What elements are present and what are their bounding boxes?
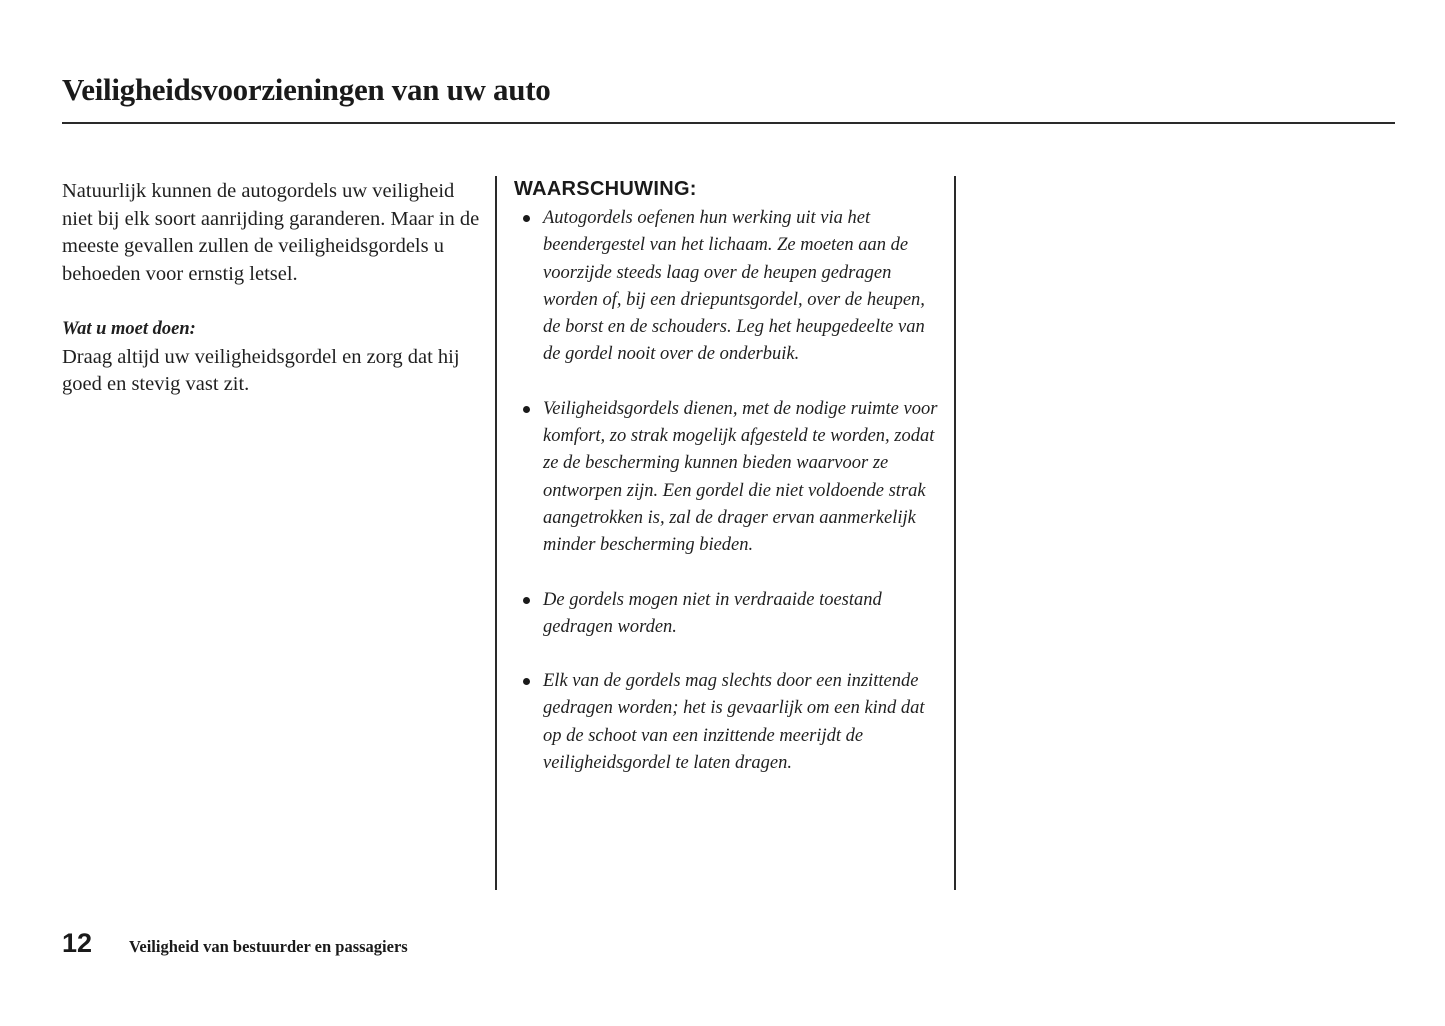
left-column [62,178,482,399]
warning-item-text: Veiligheidsgordels dienen, met de nodige ruimte voor komfort, zo strak mogelijk afgesteld te worden, zodat ze de bescherming kunnen bieden waarvoor ze ontworpen zijn. Een gordel die niet voldoende strak aangetrokken is, zal de drager ervan aanmerkelijk minder bescherming bieden. [543,398,938,556]
warning-item-text: Autogordels oefenen hun werking uit via het beendergestel van het lichaam. Ze moeten aan de voorzijde steeds laag over de heupen gedragen worden of, bij een driepuntsgordel, over de heupen, de borst en de schouders. Leg het heupgedeelte van de gordel nooit over de onderbuik. [543,208,925,365]
title-divider [62,122,1395,124]
warning-item [514,668,944,777]
instruction-paragraph: Draag altijd uw veiligheidsgordel en zorg dat hij goed en stevig vast zit. [62,345,460,395]
bullet-icon [523,597,530,604]
page-footer [62,928,408,959]
bullet-icon [523,678,530,685]
warning-item-text: Elk van de gordels mag slechts door een inzittende gedragen worden; het is gevaarlijk om een kind dat op de schoot van een inzittende meerijdt de veiligheidsgordel te laten dragen. [543,671,925,774]
bullet-icon [523,406,530,413]
warning-box [514,178,944,804]
warning-item [514,587,944,642]
intro-paragraph: Natuurlijk kunnen de autogordels uw veiligheid niet bij elk soort aanrijding garanderen. Maar in de meeste gevallen zullen de veiligheidsgordels u behoeden voor ernstig letsel. [62,180,480,285]
bullet-icon [523,215,530,222]
warning-list [514,205,944,777]
page-number: 12 [62,928,93,958]
warning-box-right-border [954,176,956,890]
page-title: Veiligheidsvoorzieningen van uw auto [62,72,551,107]
warning-item-text: De gordels mogen niet in verdraaide toestand gedragen worden. [543,589,882,637]
warning-item [514,205,944,369]
footer-section-title: Veiligheid van bestuurder en passagiers [129,937,408,956]
what-to-do-subheading: Wat u moet doen: [62,319,196,339]
warning-box-left-border [495,176,497,890]
warning-item [514,396,944,560]
warning-heading: WAARSCHUWING: [514,178,697,200]
